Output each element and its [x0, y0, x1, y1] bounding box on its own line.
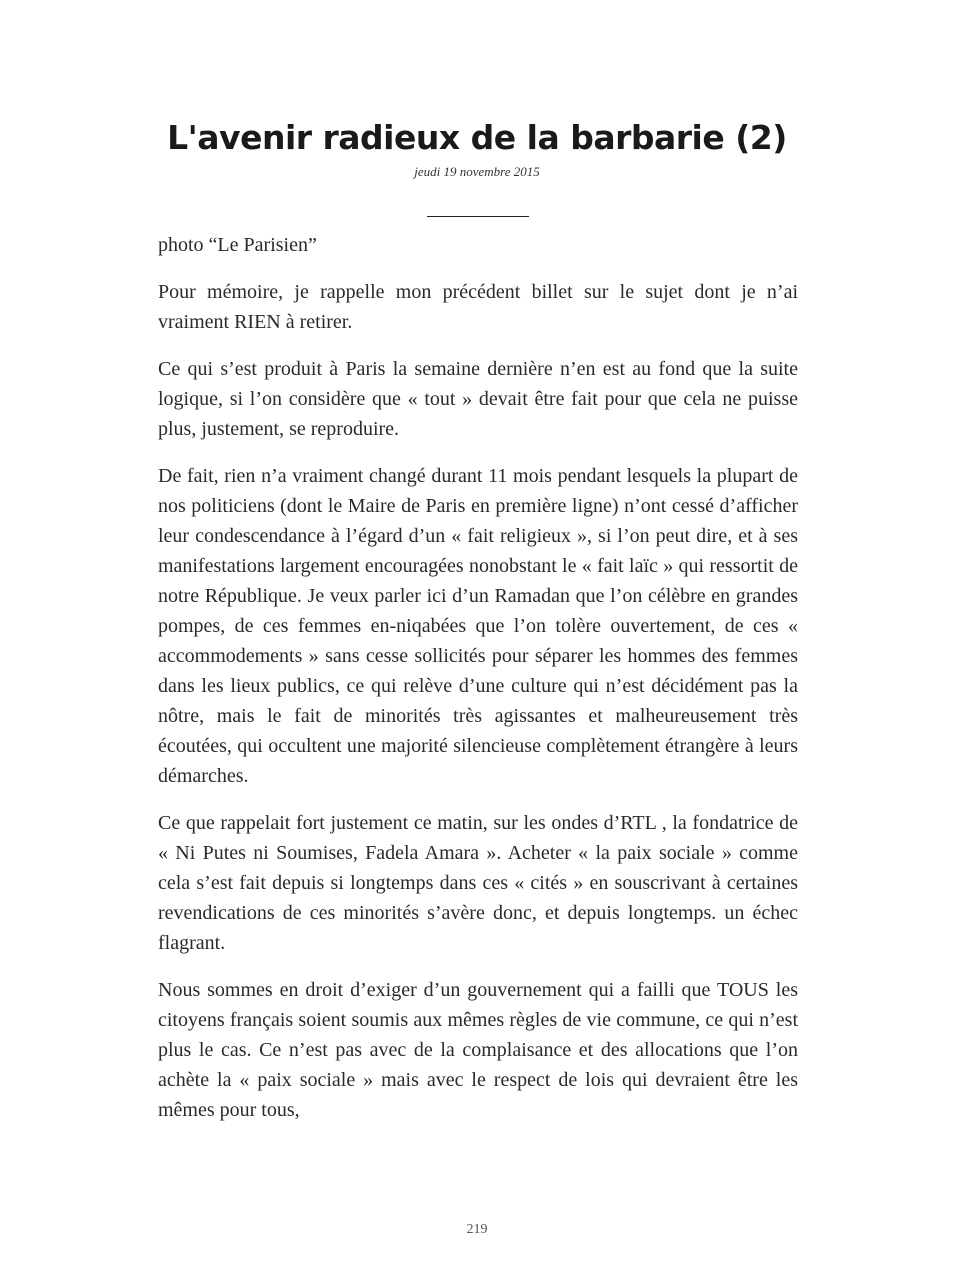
article-date: jeudi 19 novembre 2015: [414, 164, 540, 179]
title-separator-rule: [427, 216, 529, 217]
paragraph: Ce que rappelait fort justement ce matin, sur les ondes d’RTL , la fondatrice de « Ni Putes ni Soumises, Fadela Amara ». Acheter « la paix sociale » comme cela s’est fait depuis si longtemps dans ces « cités » en souscrivant à certaines revendications de ces minorités s’avère donc, et depuis longtemps. un échec flagrant.: [158, 812, 798, 954]
paragraph: Ce qui s’est produit à Paris la semaine dernière n’en est au fond que la suite logique, si l’on considère que « tout » devait être fait pour que cela ne puisse plus, justement, se reproduire.: [158, 358, 798, 440]
article-body: [158, 230, 798, 1142]
photo-caption: photo “Le Parisien”: [158, 234, 317, 256]
paragraph: Pour mémoire, je rappelle mon précédent billet sur le sujet dont je n’ai vraiment RIEN à retirer.: [158, 281, 798, 333]
paragraph: Nous sommes en droit d’exiger d’un gouvernement qui a failli que TOUS les citoyens français soient soumis aux mêmes règles de vie commune, ce qui n’est plus le cas. Ce n’est pas avec de la complaisance et des allocations que l’on achète la « paix sociale » mais avec le respect de lois qui devraient être les mêmes pour tous,: [158, 979, 798, 1121]
article-title: L'avenir radieux de la barbarie (2): [167, 118, 787, 157]
paragraph: De fait, rien n’a vraiment changé durant 11 mois pendant lesquels la plupart de nos politiciens (dont le Maire de Paris en première ligne) n’ont cessé d’afficher leur condescendance à l’égard d’un « fait religieux », si l’on peut dire, et à ses manifestations largement encouragées nonobstant le « fait laïc » qui ressortit de notre République. Je veux parler ici d’un Ramadan que l’on célèbre en grandes pompes, de ces femmes en-niqabées que l’on tolère ouvertement, de ces « accommodements » sans cesse sollicités pour séparer les hommes des femmes dans les lieux publics, ce qui relève d’une culture qui n’est décidément pas la nôtre, mais le fait de minorités très agissantes et malheureusement très écoutées, qui occultent une majorité silencieuse complètement étrangère à leurs démarches.: [158, 465, 798, 787]
page-number: 219: [466, 1222, 488, 1237]
